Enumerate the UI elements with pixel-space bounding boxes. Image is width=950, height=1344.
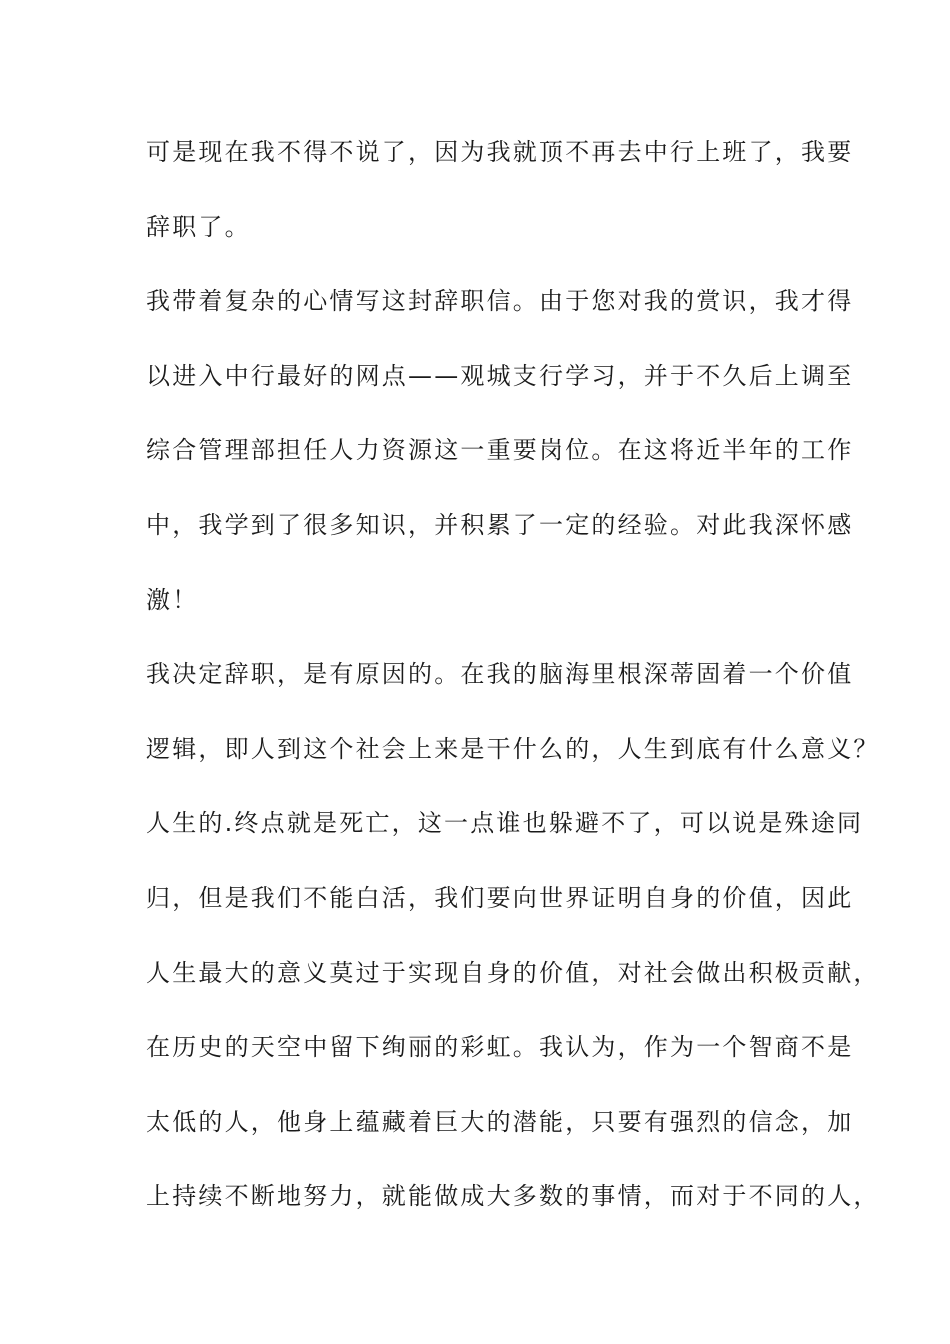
text-line: 上持续不断地努力，就能做成大多数的事情，而对于不同的人， bbox=[146, 1182, 880, 1211]
text-line: 辞职了。 bbox=[146, 212, 251, 241]
text-line: 中，我学到了很多知识，并积累了一定的经验。对此我深怀感 bbox=[146, 510, 854, 539]
text-line: 我决定辞职，是有原因的。在我的脑海里根深蒂固着一个价值 bbox=[146, 660, 854, 689]
text-line: 我带着复杂的心情写这封辞职信。由于您对我的赏识，我才得 bbox=[146, 287, 854, 316]
text-line: 在历史的天空中留下绚丽的彩虹。我认为，作为一个智商不是 bbox=[146, 1033, 854, 1062]
text-line: 以进入中行最好的网点——观城支行学习，并于不久后上调至 bbox=[146, 361, 854, 390]
text-line: 归，但是我们不能白活，我们要向世界证明自身的价值，因此 bbox=[146, 883, 854, 912]
text-line: 激！ bbox=[146, 585, 199, 614]
text-line: 可是现在我不得不说了，因为我就顶不再去中行上班了，我要 bbox=[146, 138, 854, 166]
body-text bbox=[146, 132, 880, 1251]
text-line: 太低的人，他身上蕴藏着巨大的潜能，只要有强烈的信念，加 bbox=[146, 1107, 854, 1136]
text-line: 人生最大的意义莫过于实现自身的价值，对社会做出积极贡献， bbox=[146, 958, 880, 987]
text-line: 人生的.终点就是死亡，这一点谁也躲避不了，可以说是殊途同 bbox=[146, 809, 864, 838]
text-line: 逻辑，即人到这个社会上来是干什么的，人生到底有什么意义？ bbox=[146, 734, 880, 763]
text-line: 综合管理部担任人力资源这一重要岗位。在这将近半年的工作 bbox=[146, 436, 854, 465]
